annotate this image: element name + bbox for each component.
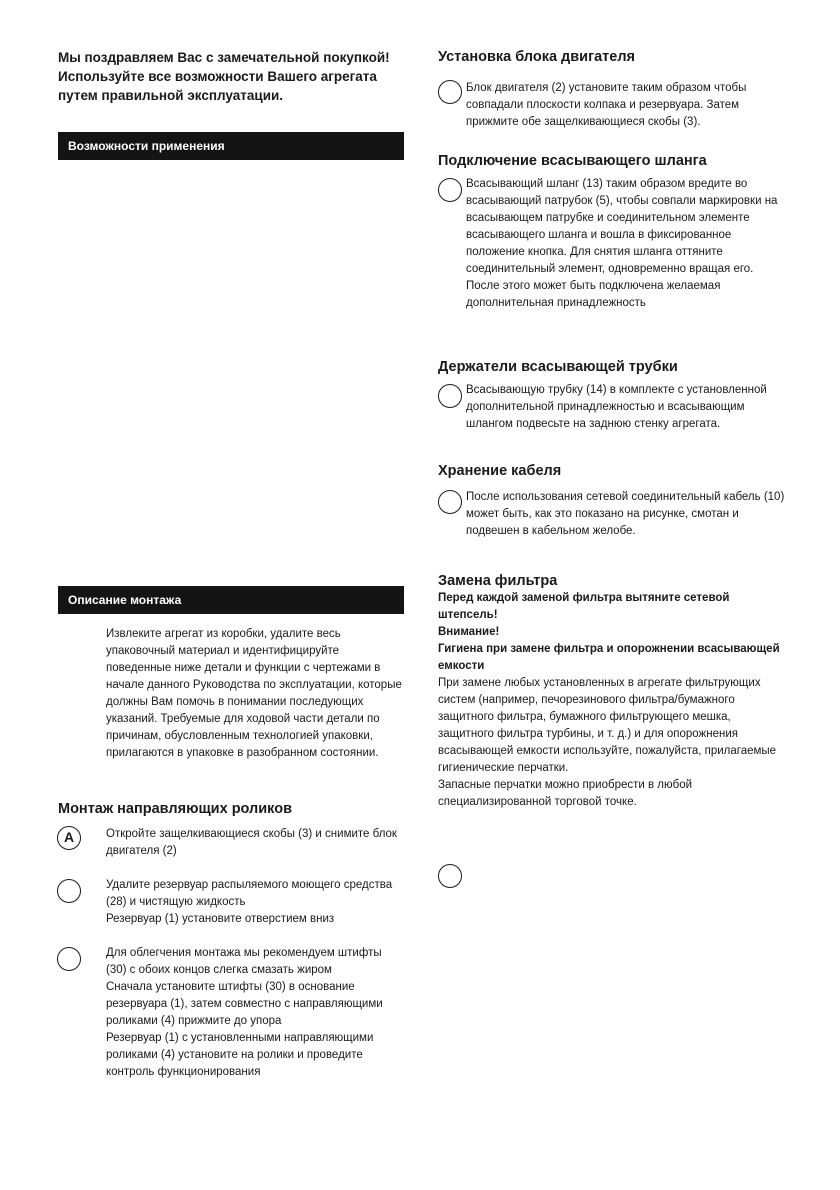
intro-usage: Используйте все возможности Вашего агрегата путем правильной эксплуатации. (58, 69, 377, 103)
section-bar-application: Возможности применения (58, 132, 404, 160)
filter-attention: Внимание! (438, 626, 500, 638)
hose-block (466, 176, 784, 312)
hose-heading: Подключение всасывающего шланга (438, 153, 707, 169)
step-b-marker (57, 879, 81, 903)
filter-marker (438, 864, 462, 888)
holder-marker (438, 384, 462, 408)
holder-heading: Держатели всасывающей трубки (438, 359, 678, 375)
motor-marker (438, 80, 462, 104)
step-c-block (106, 945, 402, 1081)
filter-text-2: Запасные перчатки можно приобрести в любой специализированной торговой точке. (438, 779, 693, 808)
step-c-text-3: Резервуар (1) с установленными направляющими роликами (4) установите на ролики и проведите контроль функционирования (106, 1032, 374, 1078)
filter-block (438, 590, 784, 811)
cable-heading: Хранение кабеля (438, 463, 562, 479)
step-b-text-2: Резервуар (1) установите отверстием вниз (106, 913, 335, 925)
filter-warning: Перед каждой заменой фильтра вытяните сетевой штепсель! (438, 592, 730, 621)
intro-congrats: Мы поздравляем Вас с замечательной покупкой! (58, 50, 390, 65)
cable-text: После использования сетевой соединительный кабель (10) может быть, как это показано на рисунке, смотан и подвешен в кабельном желобе. (466, 491, 785, 537)
section-bar-assembly: Описание монтажа (58, 586, 404, 614)
filter-text: При замене любых установленных в агрегате фильтрующих систем (например, печорезинового фильтра/бумажного защитного фильтра, бумажного фильтрующего мешка, защитного фильтра турбины, и т. д.) и для опорожнения всасывающей емкости используйте, пожалуйста, прилагаемые гигиенические перчатки. (438, 677, 777, 774)
motor-heading: Установка блока двигателя (438, 49, 636, 65)
hose-text: Всасывающий шланг (13) таким образом вредите во всасывающий патрубок (5), чтобы совпали маркировки на всасывающем патрубке и соединительном элементе всасывающего шланга и вошла в фиксированное положение кнопка. Для снятия шланга оттяните соединительный элемент, одновременно вращая его. (466, 178, 778, 275)
assembly-text: Извлеките агрегат из коробки, удалите весь упаковочный материал и идентифицируйте поведенные ниже детали и функции с чертежами в начале данного Руководства по эксплуатации, которые должны Вам помочь в понимании последующих указаний. Требуемые для ходовой части детали по причинам, обусловленным технологией упаковки, прилагаются в упаковке в разобранном состоянии. (106, 628, 402, 759)
filter-hygiene-title: Гигиена при замене фильтра и опорожнении всасывающей емкости (438, 643, 780, 672)
hose-text-2: После этого может быть подключена желаемая дополнительная принадлежность (466, 280, 721, 309)
step-b-block (106, 877, 402, 928)
step-a-marker: A (57, 826, 81, 850)
hose-marker (438, 178, 462, 202)
step-a-text: Откройте защелкивающиеся скобы (3) и снимите блок двигателя (2) (106, 828, 397, 857)
motor-text: Блок двигателя (2) установите таким образом чтобы совпадали плоскости колпака и резервуара. Затем прижмите обе защелкивающиеся скобы (3). (466, 82, 747, 128)
step-c-text-2: Сначала установите штифты (30) в основание резервуара (1), затем совместно с направляющими роликами (4) прижмите до упора (106, 981, 383, 1027)
rollers-heading: Монтаж направляющих роликов (58, 801, 293, 817)
step-c-marker (57, 947, 81, 971)
cable-marker (438, 490, 462, 514)
holder-text: Всасывающую трубку (14) в комплекте с установленной дополнительной принадлежностью и всасывающим шлангом подвесьте на заднюю стенку агрегата. (466, 384, 767, 430)
filter-heading: Замена фильтра (438, 573, 558, 589)
step-c-text-1: Для облегчения монтажа мы рекомендуем штифты (30) с обоих концов слегка смазать жиром (106, 947, 382, 976)
intro-block (58, 48, 408, 105)
step-b-text-1: Удалите резервуар распыляемого моющего средства (28) и чистящую жидкость (106, 879, 393, 908)
